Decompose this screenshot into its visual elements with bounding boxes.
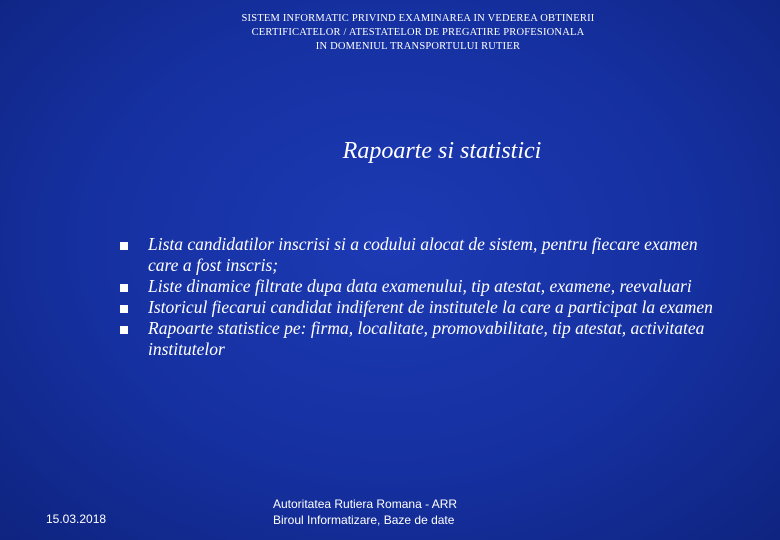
footer-date: 15.03.2018: [46, 512, 107, 526]
square-bullet-icon: [120, 305, 128, 313]
bullet-text-line: care a fost inscris;: [148, 255, 279, 275]
bullet-list: [120, 234, 780, 360]
bullet-text-line: institutelor: [148, 339, 225, 359]
bullet-text: [148, 318, 780, 360]
bullet-text-line: Lista candidatilor inscrisi si a codului alocat de sistem, pentru fiecare examen: [148, 234, 698, 254]
bullet-text-line: Liste dinamice filtrate dupa data examenului, tip atestat, examene, reevaluari: [148, 276, 692, 296]
square-bullet-icon: [120, 284, 128, 292]
bullet-text-line: Rapoarte statistice pe: firma, localitate, promovabilitate, tip atestat, activitatea: [148, 318, 705, 338]
square-bullet-icon: [120, 326, 128, 334]
bullet-item: [120, 318, 780, 360]
header-line-2: CERTIFICATELOR / ATESTATELOR DE PREGATIRE PROFESIONALA: [251, 27, 585, 38]
header-line-3: IN DOMENIUL TRANSPORTULUI RUTIER: [315, 41, 521, 52]
square-bullet-icon: [120, 242, 128, 250]
slide-title: Rapoarte si statistici: [342, 138, 542, 164]
bullet-item: [120, 234, 780, 276]
bullet-text: [148, 234, 780, 276]
footer-organization: [273, 496, 457, 528]
bullet-text: [148, 276, 780, 297]
bullet-text-line: Istoricul fiecarui candidat indiferent de institutele la care a participat la examen: [148, 297, 713, 317]
slide-header: [0, 12, 780, 54]
bullet-item: [120, 297, 780, 318]
footer-org-line-2: Biroul Informatizare, Baze de date: [273, 513, 455, 527]
footer-org-line-1: Autoritatea Rutiera Romana - ARR: [273, 497, 458, 511]
header-line-1: SISTEM INFORMATIC PRIVIND EXAMINAREA IN VEDEREA OBTINERII: [241, 13, 595, 24]
bullet-item: [120, 276, 780, 297]
bullet-text: [148, 297, 780, 318]
